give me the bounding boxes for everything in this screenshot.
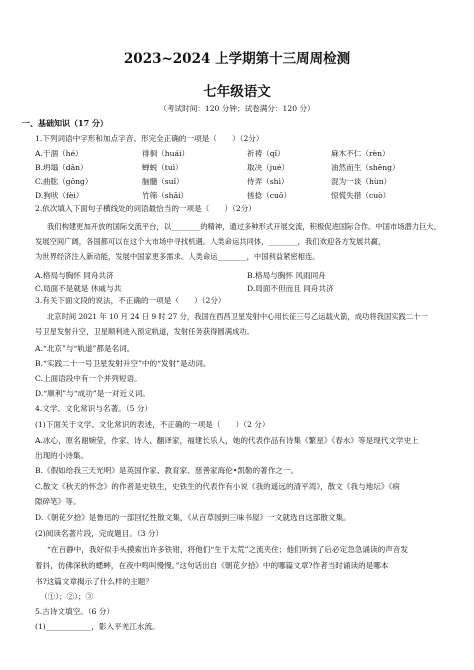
q1-cell: 麻木不仁（rèn） (331, 149, 390, 158)
q1-option-row-c (35, 176, 455, 186)
q4-answer-blanks: （①）；②）；③ (40, 592, 94, 601)
q5-stem: 5.古诗文填空。（6 分） (35, 607, 115, 616)
q1-cell: D.狗吠（fèi） (35, 191, 84, 200)
q2-option-row (35, 283, 455, 293)
q2-option-row (35, 270, 455, 280)
q4-option: D.《朝花夕拾》是鲁迅的一部回忆性散文集，《从百草园到三味书屋》一文就选自这部散文集。 (35, 513, 351, 522)
q2-passage-line: 为世界经济注入新动能，发展中国家更多需求。人类命运________，中国利益紧密相连。 (35, 252, 320, 261)
q3-stem: 3.有关下面文段的说法，不正确的一项是（ ）（2分） (35, 296, 226, 305)
q1-cell: 祈祷（qǐ） (247, 149, 285, 158)
q3-option: B.“实践二十一号卫星发射升空”中的“发射”是动词。 (35, 359, 211, 368)
q2-passage-line: 发展空间广阔，各国都可以在这个大市场中寻找机遇。人类命运共同体，________，我们欢迎各方发展共赢， (35, 237, 386, 246)
q1-cell: 取决（jué） (247, 163, 290, 172)
exam-subtitle: 七年级语文 (203, 84, 271, 100)
q1-cell: A.干涸（hé） (35, 149, 83, 158)
q1-option-row-d (35, 190, 455, 200)
q4-quote-line: 书?这篇文章揭示了什么样的主题？ (35, 577, 153, 586)
section-heading: 一、基础知识（17 分） (22, 118, 108, 128)
q1-stem: 1.下列词语中字形和加点字音、形完全正确的一项是（ ）（2分） (35, 134, 264, 143)
q1-cell: 脑髓（suǐ） (142, 177, 184, 186)
q2-option: C.局面不是就是 休戚与共 (35, 284, 122, 293)
q2-stem: 2.依次填入下面句子横线处的词语最恰当的一项是（ ）（2分） (35, 204, 256, 213)
q4-option: 隙碎笔》等。 (35, 497, 81, 506)
q1-cell: B.坍塌（dān） (35, 163, 88, 172)
q4-stem: 4.文学、文化常识与名著。（5 分） (35, 404, 153, 413)
q3-passage-line: 号卫星发射升空，卫星顺利进入预定轨道，发射任务获得圆满成功。 (35, 327, 254, 336)
q1-cell: 油然而生（shēng） (331, 163, 400, 172)
q1-cell: 徘徊（huái） (142, 149, 190, 158)
q2-option: B.格局与胸怀 风雨同舟 (247, 271, 326, 280)
q4-quote-line: 着抖，仿佛深秋的蟋蟀，在夜中鸣叫慢慢。”这句话出自《朝花夕拾》中的哪篇文章?作者当时诵读的是哪本 (35, 561, 389, 570)
q4-option: B.《假如给我三天光明》是英国作家、教育家、慈善家海伦•凯勒的著作之一。 (35, 466, 299, 475)
q2-passage-line: 我们构建更加开放的国际交流平台，以________的精神，通过多种形式开展交流，积极促进国际合作。中国市场潜力巨大， (47, 222, 442, 231)
q4-sub1: (1)下面关于文学、文化常识的表述，不正确的一项是（ ）（2 分） (35, 420, 270, 429)
q3-option: D.“顺利”与“成功”是一对近义词。 (35, 389, 150, 398)
q1-cell: 搓捻（cuō） (247, 191, 292, 200)
q3-passage-line: 北京时间 2021 年 10 月 24 日 9 时 27 分，我国在西昌卫星发射中心用长征三号乙运载火箭，成功将我国实践二十一 (47, 312, 428, 321)
q4-option: 出现的小诗集。 (35, 451, 89, 460)
q1-option-row-b (35, 162, 455, 172)
q2-option: A.格局与胸怀 同舟共济 (35, 271, 114, 280)
q2-option: D.局面不但而且 同舟共济 (247, 284, 334, 293)
q1-cell: 竹筛（shāi） (142, 191, 189, 200)
q1-cell: 混为一谈（hùn） (331, 177, 392, 186)
q3-option: C.上面语段中有一个并列短语。 (35, 374, 142, 383)
q1-cell: 侍弄（shì） (247, 177, 289, 186)
q1-option-row-a (35, 148, 455, 158)
q4-quote-line: “在百静中，我好似手头摸索出许多铁钳，将他们“生于太荒”之流夹住；他们听到了后必定急急诵读的声音发 (47, 545, 408, 554)
q5-line: (1)____________，影入平羌江水流。 (35, 622, 160, 631)
exam-title: 2023~2024 上学期第十三周周检测 (123, 51, 351, 67)
q4-sub2: (2)阅读名著片段，完成题目。（3 分） (35, 529, 164, 538)
q1-cell: 惊慌失措（cuò） (331, 191, 391, 200)
exam-meta: （考试时间：120 分钟；试卷满分：120 分） (159, 104, 315, 113)
q1-cell: 蝉蜕（tuì） (142, 163, 183, 172)
q4-option: C.散文《秋天的怀念》的作者是史铁生，史铁生的代表作有小说《我的遥远的清平湾》，散文《我与地坛》《病 (35, 482, 400, 491)
q3-option: A.“北京”与“轨道”都是名词。 (35, 344, 135, 353)
q4-option: A.冰心，原名谢婉莹，作家、诗人、翻译家，福建长乐人，她的代表作品有诗集《繁星》《春水》等是现代文学史上 (35, 436, 419, 445)
q1-cell: C.曲肱（gōng） (35, 177, 93, 186)
